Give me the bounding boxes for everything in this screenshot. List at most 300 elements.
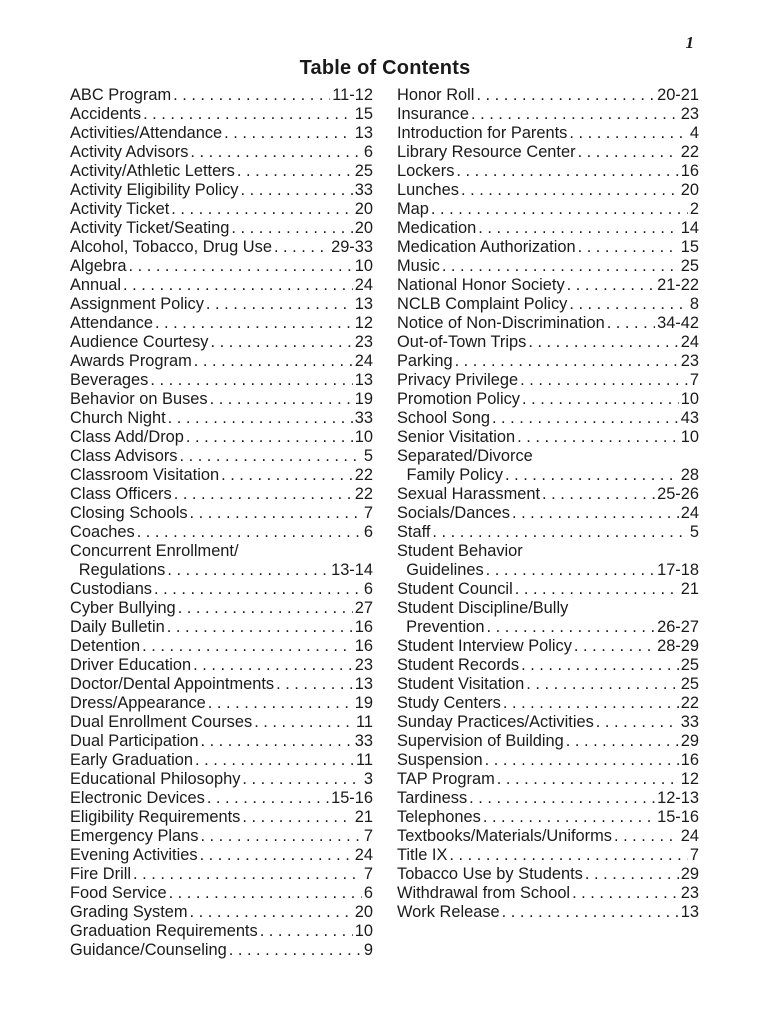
toc-leader-dots [190, 504, 362, 523]
toc-entry-label: Student Council [397, 580, 513, 598]
toc-entry[interactable] [70, 865, 373, 884]
toc-entry-label: Lockers [397, 162, 455, 180]
toc-entry-pages: 11 [355, 713, 373, 731]
toc-entry-label: Class Add/Drop [70, 428, 184, 446]
toc-entry-label: Supervision of Building [397, 732, 564, 750]
toc-entry-pages: 25 [680, 675, 699, 693]
toc-entry-pages: 15 [680, 238, 699, 256]
toc-entry-label: Fire Drill [70, 865, 132, 883]
toc-entry-pages: 7 [363, 865, 373, 883]
toc-entry[interactable] [397, 105, 699, 124]
toc-entry[interactable] [70, 751, 373, 770]
toc-entry[interactable] [70, 561, 373, 580]
toc-entry[interactable] [70, 637, 373, 656]
toc-entry[interactable] [70, 922, 373, 941]
toc-entry[interactable] [70, 276, 373, 295]
toc-entry-label: Driver Education [70, 656, 192, 674]
toc-entry-label: Activities/Attendance [70, 124, 223, 142]
toc-entry[interactable] [397, 523, 699, 542]
toc-leader-dots [503, 694, 679, 713]
toc-leader-dots [186, 428, 353, 447]
toc-entry[interactable] [397, 314, 699, 333]
toc-entry-label: Student Records [397, 656, 520, 674]
toc-entry[interactable] [397, 542, 699, 561]
toc-entry-pages: 23 [680, 884, 699, 902]
toc-entry-label: Activity/Athletic Letters [70, 162, 235, 180]
toc-entry[interactable] [397, 827, 699, 846]
toc-leader-dots [274, 238, 329, 257]
toc-entry-label: Activity Ticket [70, 200, 170, 218]
toc-entry-pages: 4 [689, 124, 699, 142]
toc-entry-pages: 28 [680, 466, 699, 484]
toc-entry-label: Dress/Appearance [70, 694, 206, 712]
toc-entry-pages: 12 [680, 770, 699, 788]
toc-entry[interactable] [70, 352, 373, 371]
toc-entry-label: Graduation Requirements [70, 922, 258, 940]
toc-entry-label: Insurance [397, 105, 469, 123]
toc-entry[interactable] [397, 143, 699, 162]
toc-entry[interactable] [397, 789, 699, 808]
toc-entry-label: Guidance/Counseling [70, 941, 227, 959]
toc-entry-label: Concurrent Enrollment/ [70, 542, 239, 560]
toc-leader-dots [137, 523, 362, 542]
toc-entry-pages: 3 [363, 770, 373, 788]
toc-entry-label: Guidelines [406, 561, 484, 579]
toc-entry-pages: 20 [354, 219, 373, 237]
toc-entry-label: Title IX [397, 846, 448, 864]
toc-entry-pages: 5 [363, 447, 373, 465]
toc-leader-dots [143, 105, 353, 124]
toc-leader-dots [237, 162, 353, 181]
toc-entry[interactable] [397, 865, 699, 884]
toc-leader-dots [242, 770, 361, 789]
toc-entry[interactable] [70, 618, 373, 637]
toc-entry[interactable] [70, 295, 373, 314]
toc-entry-label: Dual Enrollment Courses [70, 713, 253, 731]
toc-entry[interactable] [397, 504, 699, 523]
toc-entry-label: Class Officers [70, 485, 172, 503]
toc-entry[interactable] [70, 371, 373, 390]
toc-entry[interactable] [70, 162, 373, 181]
toc-leader-dots [574, 637, 655, 656]
toc-entry[interactable] [70, 523, 373, 542]
toc-leader-dots [190, 903, 353, 922]
toc-entry[interactable] [397, 580, 699, 599]
toc-leader-dots [206, 295, 353, 314]
toc-entry[interactable] [70, 580, 373, 599]
toc-entry-pages: 14 [680, 219, 699, 237]
toc-entry-label: Study Centers [397, 694, 501, 712]
toc-entry-label: Telephones [397, 808, 481, 826]
toc-entry-label: NCLB Complaint Policy [397, 295, 568, 313]
toc-leader-dots [483, 808, 655, 827]
toc-entry-label: Class Advisors [70, 447, 178, 465]
toc-leader-dots [254, 713, 354, 732]
toc-entry-label: Evening Activities [70, 846, 198, 864]
toc-entry-pages: 33 [680, 713, 699, 731]
toc-leader-dots [210, 390, 353, 409]
toc-leader-dots [526, 675, 678, 694]
toc-entry-pages: 12-13 [657, 789, 699, 807]
toc-entry-label: Sunday Practices/Activities [397, 713, 594, 731]
toc-entry-label: Tobacco Use by Students [397, 865, 583, 883]
toc-leader-dots [515, 580, 679, 599]
toc-entry[interactable] [70, 86, 373, 105]
toc-entry-pages: 12 [354, 314, 373, 332]
toc-entry-label: ABC Program [70, 86, 172, 104]
toc-entry[interactable] [70, 770, 373, 789]
toc-entry[interactable] [397, 884, 699, 903]
toc-leader-dots [150, 371, 352, 390]
toc-entry[interactable] [397, 694, 699, 713]
toc-entry[interactable] [397, 276, 699, 295]
toc-entry-label: Algebra [70, 257, 127, 275]
toc-entry-label: Textbooks/Materials/Uniforms [397, 827, 612, 845]
toc-entry-pages: 10 [354, 922, 373, 940]
toc-entry[interactable] [70, 390, 373, 409]
toc-entry-pages: 25 [680, 257, 699, 275]
toc-entry[interactable] [70, 124, 373, 143]
toc-entry[interactable] [70, 181, 373, 200]
toc-leader-dots [487, 618, 656, 637]
toc-leader-dots [276, 675, 353, 694]
toc-entry[interactable] [397, 295, 699, 314]
toc-entry-pages: 16 [680, 751, 699, 769]
toc-entry[interactable] [70, 884, 373, 903]
toc-entry-pages: 33 [354, 409, 373, 427]
toc-entry[interactable] [397, 181, 699, 200]
toc-entry-label: Regulations [78, 561, 166, 579]
toc-entry[interactable] [70, 238, 373, 257]
toc-entry-pages: 17-18 [657, 561, 699, 579]
toc-entry[interactable] [397, 200, 699, 219]
toc-entry[interactable] [70, 732, 373, 751]
toc-right-column [397, 86, 699, 922]
toc-entry[interactable] [397, 675, 699, 694]
toc-entry-pages: 13 [354, 295, 373, 313]
toc-entry-label: Activity Eligibility Policy [70, 181, 239, 199]
toc-leader-dots [471, 105, 679, 124]
toc-leader-dots [242, 808, 352, 827]
toc-entry-pages: 15 [354, 105, 373, 123]
toc-leader-dots [456, 162, 678, 181]
toc-entry-label: Audience Courtesy [70, 333, 209, 351]
toc-leader-dots [169, 884, 362, 903]
toc-entry-pages: 22 [680, 694, 699, 712]
toc-entry[interactable] [397, 390, 699, 409]
toc-entry-label: Accidents [70, 105, 142, 123]
toc-leader-dots [614, 827, 679, 846]
toc-entry-pages: 29 [680, 865, 699, 883]
toc-entry-pages: 6 [363, 523, 373, 541]
toc-entry-label: Grading System [70, 903, 188, 921]
toc-leader-dots [231, 219, 352, 238]
toc-entry[interactable] [397, 485, 699, 504]
toc-entry[interactable] [70, 428, 373, 447]
toc-entry[interactable] [397, 447, 699, 466]
toc-leader-dots [567, 276, 655, 295]
toc-leader-dots [455, 352, 679, 371]
toc-entry-pages: 5 [689, 523, 699, 541]
toc-entry-pages: 21 [354, 808, 373, 826]
toc-entry-pages: 23 [354, 333, 373, 351]
toc-entry[interactable] [397, 219, 699, 238]
toc-entry[interactable] [397, 656, 699, 675]
toc-entry-pages: 16 [354, 637, 373, 655]
toc-entry[interactable] [397, 751, 699, 770]
toc-entry-pages: 7 [363, 827, 373, 845]
toc-entry[interactable] [397, 428, 699, 447]
toc-entry-label: Attendance [70, 314, 153, 332]
toc-entry[interactable] [397, 466, 699, 485]
toc-entry[interactable] [70, 105, 373, 124]
toc-entry[interactable] [397, 371, 699, 390]
toc-entry-label: Introduction for Parents [397, 124, 568, 142]
toc-leader-dots [486, 561, 655, 580]
toc-entry-pages: 24 [680, 827, 699, 845]
toc-entry[interactable] [397, 846, 699, 865]
toc-leader-dots [502, 903, 679, 922]
toc-entry[interactable] [70, 200, 373, 219]
toc-entry-label: Family Policy [406, 466, 503, 484]
toc-entry[interactable] [397, 257, 699, 276]
toc-leader-dots [207, 789, 329, 808]
toc-leader-dots [224, 124, 353, 143]
page-number: 1 [685, 33, 694, 52]
toc-entry[interactable] [397, 599, 699, 618]
toc-entry-label: Church Night [70, 409, 166, 427]
toc-entry[interactable] [70, 219, 373, 238]
toc-entry-pages: 8 [689, 295, 699, 313]
toc-entry-label: Socials/Dances [397, 504, 510, 522]
toc-entry[interactable] [70, 314, 373, 333]
toc-entry[interactable] [70, 675, 373, 694]
page-title: Table of Contents [299, 57, 471, 79]
toc-entry-pages: 2 [689, 200, 699, 218]
toc-entry[interactable] [70, 485, 373, 504]
toc-entry-pages: 23 [680, 352, 699, 370]
toc-entry[interactable] [70, 257, 373, 276]
toc-entry[interactable] [397, 86, 699, 105]
toc-left-column [70, 86, 373, 960]
toc-entry[interactable] [397, 618, 699, 637]
toc-entry[interactable] [70, 466, 373, 485]
toc-entry-label: Coaches [70, 523, 135, 541]
toc-entry[interactable] [397, 808, 699, 827]
toc-entry[interactable] [70, 409, 373, 428]
toc-entry-label: Alcohol, Tobacco, Drug Use [70, 238, 272, 256]
toc-entry-label: Activity Ticket/Seating [70, 219, 230, 237]
toc-entry-label: Prevention [406, 618, 485, 636]
toc-entry-label: Educational Philosophy [70, 770, 241, 788]
toc-entry[interactable] [397, 124, 699, 143]
toc-entry[interactable] [70, 789, 373, 808]
toc-entry[interactable] [397, 903, 699, 922]
toc-entry-label: Lunches [397, 181, 459, 199]
toc-entry[interactable] [70, 713, 373, 732]
toc-entry-pages: 25 [680, 656, 699, 674]
toc-entry[interactable] [70, 599, 373, 618]
toc-leader-dots [193, 656, 353, 675]
toc-entry-pages: 9 [363, 941, 373, 959]
toc-leader-dots [171, 200, 352, 219]
toc-leader-dots [520, 371, 688, 390]
toc-entry-pages: 21 [680, 580, 699, 598]
toc-entry-pages: 10 [680, 428, 699, 446]
toc-leader-dots [492, 409, 679, 428]
toc-leader-dots [229, 941, 362, 960]
toc-entry-pages: 24 [354, 846, 373, 864]
toc-entry-pages: 11 [355, 751, 373, 769]
toc-entry[interactable] [70, 827, 373, 846]
toc-leader-dots [167, 618, 353, 637]
toc-leader-dots [142, 637, 353, 656]
toc-entry-label: Daily Bulletin [70, 618, 165, 636]
toc-entry-label: Detention [70, 637, 141, 655]
toc-entry-pages: 43 [680, 409, 699, 427]
toc-entry-label: Annual [70, 276, 122, 294]
toc-entry-pages: 20-21 [657, 86, 699, 104]
toc-entry-label: National Honor Society [397, 276, 565, 294]
toc-entry-pages: 22 [354, 466, 373, 484]
toc-entry-pages: 33 [354, 732, 373, 750]
toc-entry-label: Music [397, 257, 440, 275]
toc-entry-pages: 19 [354, 390, 373, 408]
toc-entry-label: Food Service [70, 884, 167, 902]
toc-leader-dots [178, 599, 353, 618]
toc-entry-pages: 10 [354, 257, 373, 275]
toc-entry-pages: 24 [680, 333, 699, 351]
toc-leader-dots [195, 751, 354, 770]
toc-entry-pages: 21-22 [657, 276, 699, 294]
toc-leader-dots [260, 922, 353, 941]
toc-leader-dots [154, 580, 362, 599]
toc-leader-dots [200, 846, 353, 865]
toc-entry-pages: 16 [680, 162, 699, 180]
toc-entry-pages: 19 [354, 694, 373, 712]
toc-entry-pages: 27 [354, 599, 373, 617]
toc-entry[interactable] [397, 162, 699, 181]
toc-entry-label: Awards Program [70, 352, 192, 370]
toc-entry[interactable] [70, 656, 373, 675]
toc-entry[interactable] [397, 637, 699, 656]
toc-entry[interactable] [397, 713, 699, 732]
toc-entry-pages: 29 [680, 732, 699, 750]
toc-entry-pages: 33 [354, 181, 373, 199]
toc-entry-pages: 6 [363, 580, 373, 598]
toc-entry-label: Dual Participation [70, 732, 199, 750]
toc-entry-label: Library Resource Center [397, 143, 576, 161]
toc-entry[interactable] [397, 352, 699, 371]
toc-leader-dots [442, 257, 679, 276]
toc-entry[interactable] [70, 447, 373, 466]
toc-entry-pages: 10 [680, 390, 699, 408]
toc-entry-label: Doctor/Dental Appointments [70, 675, 275, 693]
toc-leader-dots [123, 276, 353, 295]
toc-entry-pages: 22 [354, 485, 373, 503]
toc-entry-pages: 13 [354, 124, 373, 142]
toc-entry-label: Medication [397, 219, 477, 237]
toc-entry-pages: 6 [363, 143, 373, 161]
toc-entry[interactable] [70, 504, 373, 523]
toc-entry[interactable] [70, 808, 373, 827]
toc-entry-pages: 13 [354, 675, 373, 693]
toc-entry-pages: 15-16 [657, 808, 699, 826]
toc-leader-dots [569, 124, 688, 143]
toc-entry-pages: 7 [689, 846, 699, 864]
toc-entry-label: Work Release [397, 903, 500, 921]
toc-entry[interactable] [70, 694, 373, 713]
toc-entry-pages: 26-27 [657, 618, 699, 636]
toc-entry[interactable] [70, 542, 373, 561]
toc-leader-dots [578, 143, 679, 162]
toc-entry[interactable] [397, 238, 699, 257]
toc-leader-dots [133, 865, 362, 884]
toc-entry[interactable] [70, 333, 373, 352]
toc-leader-dots [208, 694, 353, 713]
toc-leader-dots [190, 143, 361, 162]
toc-leader-dots [528, 333, 678, 352]
toc-entry[interactable] [397, 732, 699, 751]
toc-entry-label: Out-of-Town Trips [397, 333, 527, 351]
toc-leader-dots [572, 884, 679, 903]
toc-leader-dots [476, 86, 655, 105]
toc-leader-dots [449, 846, 687, 865]
toc-entry-label: Honor Roll [397, 86, 475, 104]
toc-entry-label: Classroom Visitation [70, 466, 220, 484]
toc-leader-dots [522, 390, 679, 409]
toc-entry[interactable] [397, 561, 699, 580]
toc-leader-dots [469, 789, 655, 808]
toc-leader-dots [200, 827, 361, 846]
toc-entry-pages: 13 [354, 371, 373, 389]
toc-entry[interactable] [397, 770, 699, 789]
toc-entry[interactable] [70, 941, 373, 960]
toc-entry-label: Student Discipline/Bully [397, 599, 569, 617]
toc-entry-label: Medication Authorization [397, 238, 576, 256]
toc-entry[interactable] [70, 903, 373, 922]
toc-entry-label: Emergency Plans [70, 827, 199, 845]
toc-entry[interactable] [70, 846, 373, 865]
toc-entry[interactable] [397, 333, 699, 352]
toc-entry-pages: 24 [354, 352, 373, 370]
toc-entry-pages: 34-42 [657, 314, 699, 332]
toc-leader-dots [585, 865, 679, 884]
toc-entry-label: Cyber Bullying [70, 599, 176, 617]
toc-leader-dots [241, 181, 353, 200]
toc-entry-label: Promotion Policy [397, 390, 520, 408]
toc-entry-label: Sexual Harassment [397, 485, 541, 503]
toc-leader-dots [521, 656, 679, 675]
toc-entry-label: School Song [397, 409, 490, 427]
toc-entry-pages: 6 [363, 884, 373, 902]
toc-entry-label: Closing Schools [70, 504, 188, 522]
toc-entry-label: Custodians [70, 580, 153, 598]
toc-entry-label: Student Behavior [397, 542, 523, 560]
toc-leader-dots [461, 181, 679, 200]
toc-entry[interactable] [70, 143, 373, 162]
toc-leader-dots [129, 257, 353, 276]
toc-entry-pages: 22 [680, 143, 699, 161]
toc-entry-pages: 16 [354, 618, 373, 636]
toc-leader-dots [168, 409, 353, 428]
toc-leader-dots [431, 200, 688, 219]
toc-leader-dots [596, 713, 679, 732]
toc-entry-label: Early Graduation [70, 751, 193, 769]
toc-leader-dots [211, 333, 353, 352]
toc-entry[interactable] [397, 409, 699, 428]
toc-entry-pages: 29-33 [331, 238, 373, 256]
